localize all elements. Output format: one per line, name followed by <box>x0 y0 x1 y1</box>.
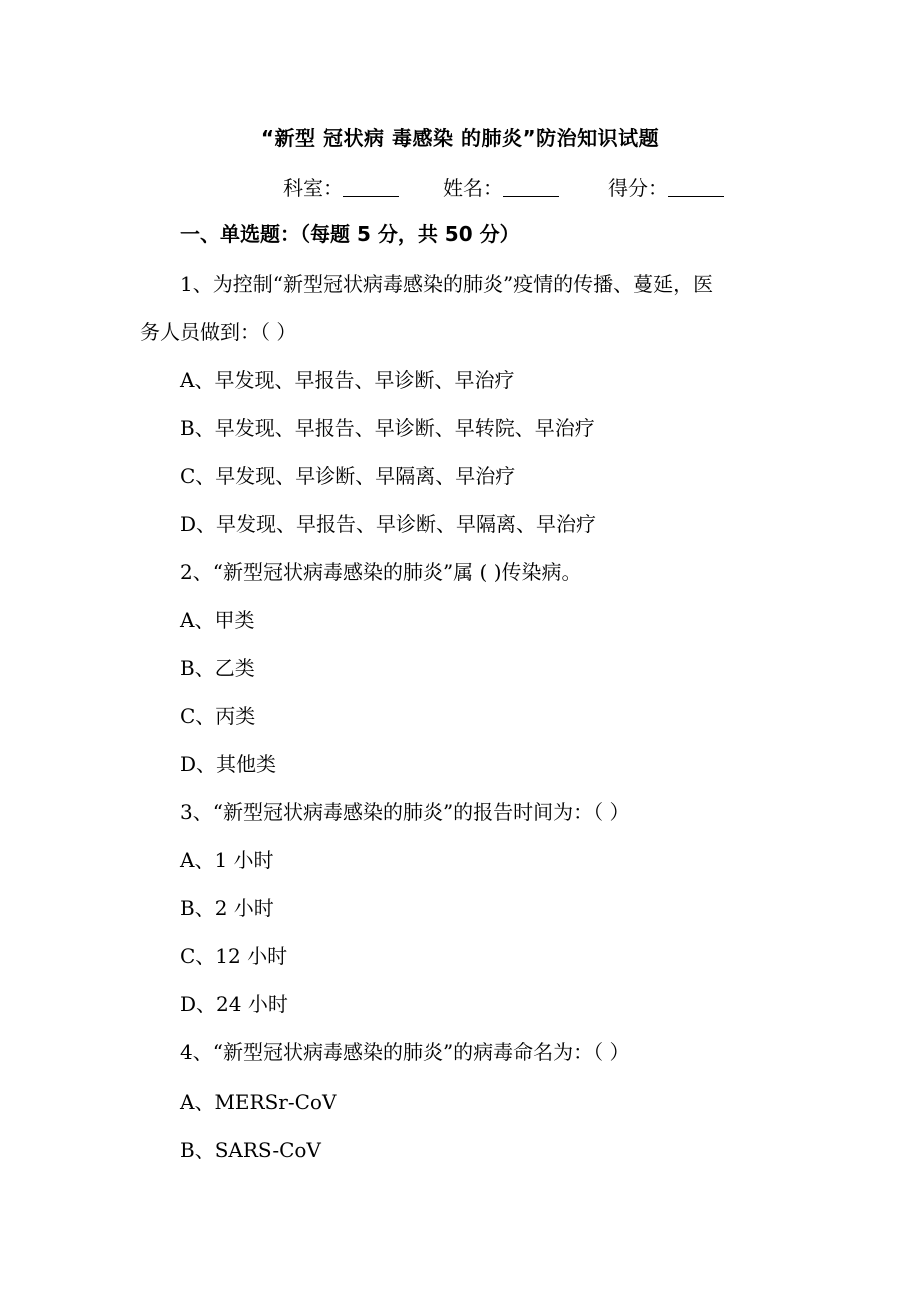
question-4-option-a: A、MERSr-CoV <box>180 1090 337 1114</box>
name-field <box>443 172 559 201</box>
question-1-option-a: A、早发现、早报告、早诊断、早治疗 <box>180 368 515 392</box>
question-2-option-a: A、甲类 <box>180 608 255 632</box>
question-2-text: 2、“新型冠状病毒感染的肺炎”属 ( )传染病。 <box>180 560 582 584</box>
question-3-option-c: C、12 小时 <box>180 944 288 968</box>
section-heading: 一、单选题：（每题 5 分，共 50 分） <box>180 222 520 246</box>
score-label: 得分： <box>608 176 668 200</box>
page-title: “新型 冠状病 毒感染 的肺炎”防治知识试题 <box>260 126 660 150</box>
question-1-text-line1: 1、为控制“新型冠状病毒感染的肺炎”疫情的传播、蔓延，医 <box>180 272 714 296</box>
question-3-option-b: B、2 小时 <box>180 896 274 920</box>
question-4-text: 4、“新型冠状病毒感染的肺炎”的病毒命名为：（ ） <box>180 1040 630 1064</box>
question-1-option-c: C、早发现、早诊断、早隔离、早治疗 <box>180 464 516 488</box>
question-4-option-b: B、SARS-CoV <box>180 1138 321 1162</box>
department-label: 科室： <box>283 176 343 200</box>
department-field <box>283 172 399 201</box>
name-blank[interactable] <box>503 178 559 197</box>
score-field <box>608 172 724 201</box>
question-2-option-c: C、丙类 <box>180 704 256 728</box>
question-2-option-b: B、乙类 <box>180 656 255 680</box>
question-3-option-d: D、24 小时 <box>180 992 288 1016</box>
question-1-option-b: B、早发现、早报告、早诊断、早转院、早治疗 <box>180 416 595 440</box>
question-3-text: 3、“新型冠状病毒感染的肺炎”的报告时间为：（ ） <box>180 800 630 824</box>
question-1-option-d: D、早发现、早报告、早诊断、早隔离、早治疗 <box>180 512 597 536</box>
score-blank[interactable] <box>668 178 724 197</box>
question-3-option-a: A、1 小时 <box>180 848 274 872</box>
name-label: 姓名： <box>443 176 503 200</box>
department-blank[interactable] <box>343 178 399 197</box>
question-1-text-line2: 务人员做到：（ ） <box>140 320 297 344</box>
question-2-option-d: D、其他类 <box>180 752 277 776</box>
